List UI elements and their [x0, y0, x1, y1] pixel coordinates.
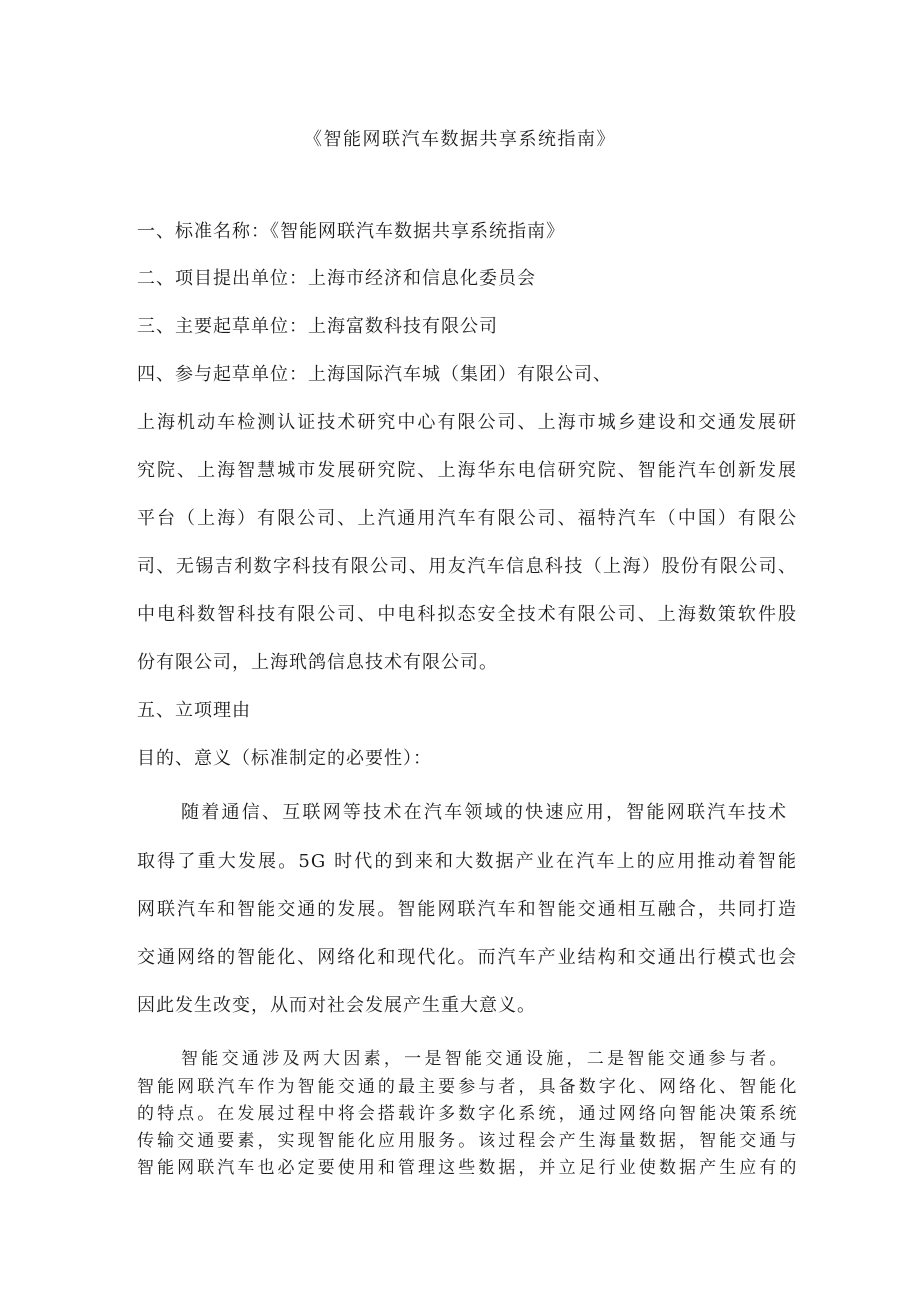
participants-text-line: 上海机动车检测认证技术研究中心有限公司、上海市城乡建设和交通发展研 [137, 412, 797, 433]
participants-text-line: 平台（上海）有限公司、上汽通用汽车有限公司、福特汽车（中国）有限公 [137, 508, 797, 529]
paragraph-line: 交通网络的智能化、网络化和现代化。而汽车产业结构和交通出行模式也会 [137, 947, 797, 968]
paragraph-line: 智能网联汽车作为智能交通的最主要参与者，具备数字化、网络化、智能化 [137, 1077, 797, 1097]
participant-drafter-line: 四、参与起草单位：上海国际汽车城（集团）有限公司、 [137, 364, 612, 385]
paragraph-line: 取得了重大发展。5G 时代的到来和大数据产业在汽车上的应用推动着智能 [137, 851, 797, 872]
proposer-line: 二、项目提出单位：上海市经济和信息化委员会 [137, 268, 536, 289]
paragraph-line: 智能网联汽车也必定要使用和管理这些数据，并立足行业使数据产生应有的 [137, 1158, 797, 1178]
participants-text-line: 司、无锡吉利数字科技有限公司、用友汽车信息科技（上海）股份有限公司、 [137, 556, 797, 577]
main-drafter-line: 三、主要起草单位：上海富数科技有限公司 [137, 316, 498, 337]
paragraph-line: 传输交通要素，实现智能化应用服务。该过程会产生海量数据，智能交通与 [137, 1131, 797, 1151]
purpose-heading: 目的、意义（标准制定的必要性）： [137, 748, 432, 769]
document-title: 《智能网联汽车数据共享系统指南》 [304, 129, 616, 150]
participants-text-line: 究院、上海智慧城市发展研究院、上海华东电信研究院、智能汽车创新发展 [137, 460, 797, 481]
paragraph-line: 因此发生改变，从而对社会发展产生重大意义。 [137, 995, 536, 1016]
section-heading-reason: 五、立项理由 [137, 700, 251, 721]
participants-text-line: 中电科数智科技有限公司、中电科拟态安全技术有限公司、上海数策软件股 [137, 604, 797, 625]
standard-name-line: 一、标准名称：《智能网联汽车数据共享系统指南》 [137, 221, 565, 242]
paragraph-line: 的特点。在发展过程中将会搭载许多数字化系统，通过网络向智能决策系统 [137, 1104, 797, 1124]
participants-text-line: 份有限公司，上海玳鸽信息技术有限公司。 [137, 652, 498, 673]
paragraph-line: 网联汽车和智能交通的发展。智能网联汽车和智能交通相互融合，共同打造 [137, 899, 797, 920]
paragraph-line: 随着通信、互联网等技术在汽车领域的快速应用，智能网联汽车技术 [181, 802, 787, 823]
paragraph-line: 智能交通涉及两大因素，一是智能交通设施，二是智能交通参与者。 [181, 1049, 787, 1069]
